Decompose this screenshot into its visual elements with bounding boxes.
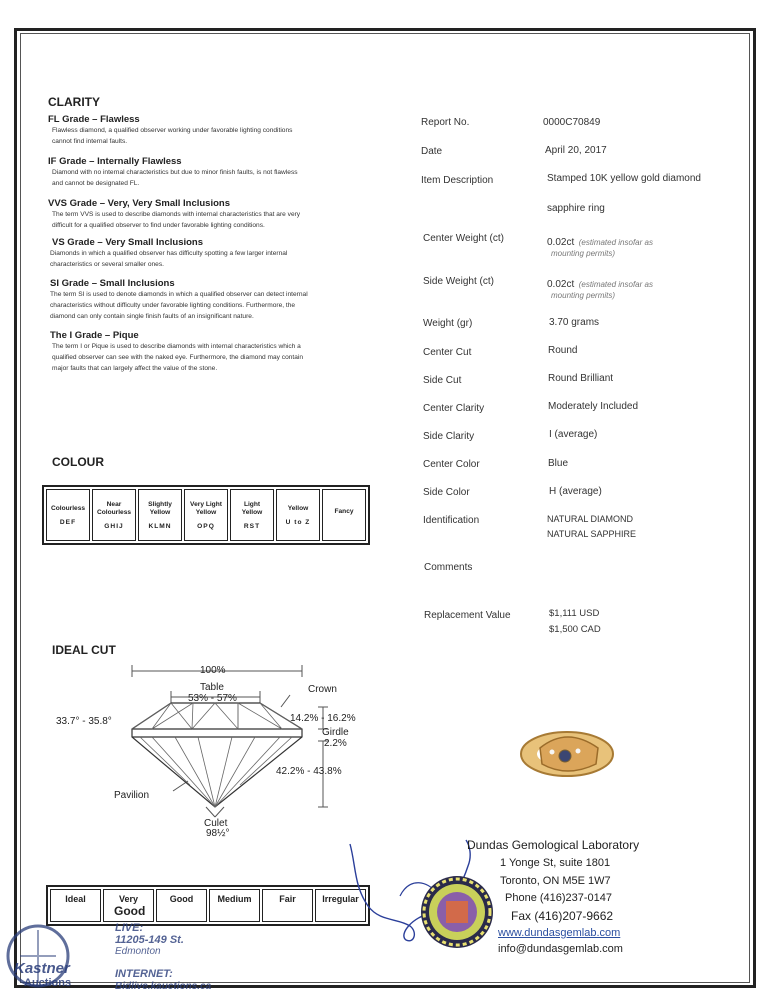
weight-value: 3.70 grams <box>549 317 600 328</box>
side-weight-value: 0.02ct <box>547 279 575 290</box>
item-description-value-2: sapphire ring <box>547 203 605 214</box>
watermark-brand-sub: Auctions <box>24 977 72 989</box>
lab-phone: Phone (416)237-0147 <box>505 892 613 904</box>
grade-desc-line: difficult for a qualified observer to find under favorable lighting conditions. <box>52 222 265 229</box>
date-label: Date <box>421 146 443 157</box>
lab-address-2: Toronto, ON M5E 1W7 <box>500 875 611 887</box>
holographic-seal <box>418 873 496 951</box>
report-no-value: 0000C70849 <box>543 117 601 128</box>
identification-value-2: NATURAL SAPPHIRE <box>547 529 637 539</box>
grade-desc-line: The term SI is used to denote diamonds in which a qualified observer can detect internal <box>50 291 308 298</box>
watermark-address: 11205-149 St. <box>115 934 184 946</box>
girdle-pct: 2.2% <box>324 738 347 749</box>
colour-name: Fancy <box>334 508 354 515</box>
side-clarity-label: Side Clarity <box>423 431 475 442</box>
cut-grade-cell: Very <box>103 889 154 922</box>
replacement-value-cad: $1,500 CAD <box>549 624 601 635</box>
cut-grade-cell: Ideal <box>50 889 101 922</box>
lab-email: info@dundasgemlab.com <box>498 943 623 955</box>
table-label: Table <box>200 682 224 693</box>
grade-desc-line: Flawless diamond, a qualified observer working under favorable lighting conditions <box>52 127 293 134</box>
grade-title: IF Grade – Internally Flawless <box>48 156 182 167</box>
center-clarity-value: Moderately Included <box>548 401 639 412</box>
colour-cell <box>184 489 228 541</box>
colour-letters: U to Z <box>285 518 311 526</box>
center-cut-value: Round <box>548 345 578 356</box>
lab-website-link[interactable]: www.dundasgemlab.com <box>498 927 621 939</box>
colour-letters: GHIJ <box>104 522 124 530</box>
crown-height: 14.2% - 16.2% <box>290 713 356 724</box>
item-description-label: Item Description <box>421 175 494 186</box>
watermark-brand: Kastner <box>14 960 70 977</box>
colour-name: Light Yellow <box>241 500 263 516</box>
grade-desc-line: The term I or Pique is used to describe diamonds with internal characteristics which a <box>52 343 301 350</box>
cut-grade-cell: Fair <box>262 889 313 922</box>
grade-desc-line: qualified observer can see with the naked eye. Furthermore, the diamond may contain <box>52 354 304 361</box>
comments-label: Comments <box>424 562 473 573</box>
watermark-live: LIVE: <box>115 922 144 934</box>
grade-desc-line: and cannot be designated FL. <box>52 180 140 187</box>
cut-grade-selected: Good <box>114 904 146 918</box>
colour-name: Yellow <box>287 504 309 512</box>
center-clarity-label: Center Clarity <box>423 403 485 414</box>
side-clarity-value: I (average) <box>549 429 598 440</box>
side-cut-value: Round Brilliant <box>548 373 614 384</box>
grade-title: SI Grade – Small Inclusions <box>50 278 175 289</box>
grade-if <box>48 156 368 198</box>
grade-desc-line: characteristics or several smaller ones. <box>50 261 164 268</box>
grade-title: VVS Grade – Very, Very Small Inclusions <box>48 198 230 209</box>
replacement-value-usd: $1,111 USD <box>549 608 600 619</box>
colour-scale-table <box>42 485 370 545</box>
pavilion-label: Pavilion <box>114 790 150 801</box>
center-color-value: Blue <box>548 458 569 469</box>
side-weight-note: (estimated insofar as <box>578 280 653 289</box>
center-cut-label: Center Cut <box>423 347 472 358</box>
ideal-cut-title: IDEAL CUT <box>52 643 116 657</box>
item-description-value: Stamped 10K yellow gold diamond <box>547 173 701 184</box>
colour-cell <box>138 489 182 541</box>
center-color-label: Center Color <box>423 459 480 470</box>
grade-desc-line: Diamond with no internal characteristics but due to minor finish faults, is not flawless <box>52 169 298 176</box>
replacement-value-label: Replacement Value <box>424 610 511 621</box>
girdle-label: Girdle <box>322 727 349 738</box>
diamond-outline <box>132 703 302 807</box>
grade-si <box>48 278 368 330</box>
grade-desc-line: major faults that can largely affect the value of the stone. <box>52 365 218 372</box>
grade-desc-line: diamond can only contain single finish faults of an insignificant nature. <box>50 313 254 320</box>
cut-grade-cell: Medium <box>209 889 260 922</box>
side-weight-note-2: mounting permits) <box>551 291 616 300</box>
ring-photo <box>512 716 622 786</box>
grade-desc-line: characteristics without difficulty under favorable lighting conditions. Furthermore, the <box>50 302 296 309</box>
cut-grade-cell: Irregular <box>315 889 366 922</box>
weight-label: Weight (gr) <box>423 318 473 329</box>
grade-title: FL Grade – Flawless <box>48 114 140 125</box>
watermark-url: Bidlive.kauctions.ca <box>115 981 212 992</box>
diamond-facets <box>132 703 302 807</box>
side-cut-label: Side Cut <box>423 375 462 386</box>
center-weight-value: 0.02ct <box>547 237 575 248</box>
grade-title: The I Grade – Pique <box>50 330 139 341</box>
crown-angle: 33.7° - 35.8° <box>56 716 112 727</box>
grade-desc-line: cannot find internal faults. <box>52 138 128 145</box>
date-value: April 20, 2017 <box>545 145 607 156</box>
colour-letters: KLMN <box>148 522 172 530</box>
center-weight-note: (estimated insofar as <box>578 238 653 247</box>
clarity-grades <box>48 114 368 374</box>
side-color-value: H (average) <box>549 486 602 497</box>
colour-cell <box>46 489 90 541</box>
table-pct: 53% - 57% <box>188 693 237 704</box>
grade-fl <box>48 114 368 156</box>
center-weight-note-2: mounting permits) <box>551 249 616 258</box>
clarity-title: CLARITY <box>48 95 100 109</box>
report-no-label: Report No. <box>421 117 470 128</box>
grade-title: VS Grade – Very Small Inclusions <box>52 237 204 248</box>
culet-value: 98½° <box>206 828 230 839</box>
pavilion-depth: 42.2% - 43.8% <box>276 766 342 777</box>
center-weight-label: Center Weight (ct) <box>423 233 504 244</box>
lab-name: Dundas Gemological Laboratory <box>467 838 640 852</box>
colour-letters: DEF <box>59 518 77 526</box>
cut-grade-cell: Good <box>156 889 207 922</box>
grade-desc-line: The term VVS is used to describe diamonds with internal characteristics that are very <box>52 211 301 218</box>
side-weight-label: Side Weight (ct) <box>423 276 494 287</box>
colour-name: Near Colourless <box>96 500 132 516</box>
colour-title: COLOUR <box>52 455 104 469</box>
colour-letters: OPQ <box>197 522 215 530</box>
width-pct: 100% <box>200 665 226 676</box>
colour-letters: RST <box>243 522 261 530</box>
colour-cell <box>322 489 366 541</box>
lab-fax: Fax (416)207-9662 <box>511 909 614 923</box>
side-color-label: Side Color <box>423 487 470 498</box>
colour-cell <box>92 489 136 541</box>
colour-name: Very Light Yellow <box>190 500 222 516</box>
culet-label: Culet <box>204 818 228 829</box>
colour-name: Slightly Yellow <box>148 500 172 516</box>
identification-label: Identification <box>423 515 480 526</box>
colour-cell <box>276 489 320 541</box>
identification-value: NATURAL DIAMOND <box>547 514 634 524</box>
grade-vvs <box>48 198 368 237</box>
colour-name: Colourless <box>50 504 86 512</box>
watermark-internet: INTERNET: <box>115 968 173 980</box>
colour-cell <box>230 489 274 541</box>
watermark-city: Edmonton <box>115 946 161 957</box>
grade-vs <box>48 237 368 278</box>
crown-label: Crown <box>308 684 337 695</box>
grade-desc-line: Diamonds in which a qualified observer has difficulty spotting a few larger internal <box>50 250 288 257</box>
grade-i <box>48 330 368 374</box>
lab-address-1: 1 Yonge St, suite 1801 <box>500 857 611 869</box>
